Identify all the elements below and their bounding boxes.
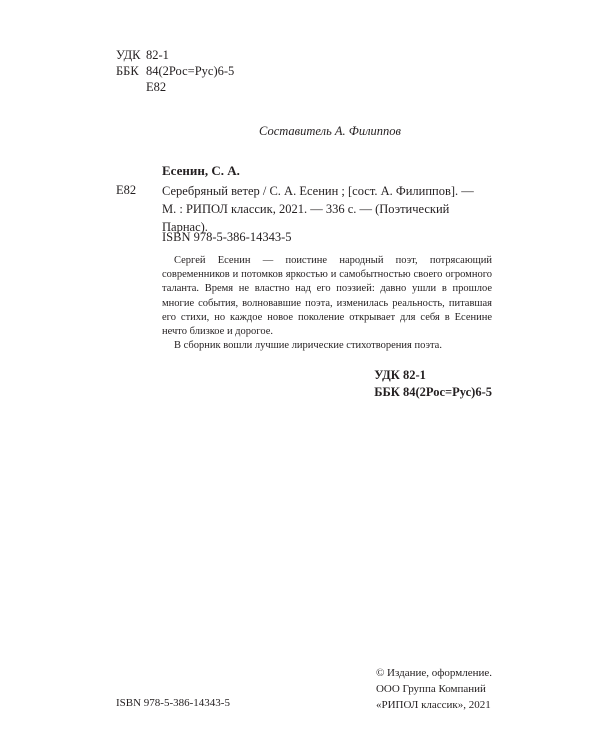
record-description (162, 182, 492, 236)
record-isbn: ISBN 978-5-386-14343-5 (162, 230, 292, 244)
annotation-paragraph-1: Сергей Есенин — поистине народный поэт, потрясающий современников и потомков яркостью и самобытностью своего огромного таланта. Время не властно над его поэзией: давно ушли в прошлое многие события, волновавшие поэта, изменилась реальность, питавшая его стихи, но каждое новое поколение открывает для себя в Есенине нечто близкое и дорогое. (162, 255, 492, 338)
annotation-paragraph-2: В сборник вошли лучшие лирические стихотворения поэта. (174, 340, 442, 352)
udk-row (116, 48, 169, 63)
classification-codes (374, 367, 492, 400)
record-author: Есенин, С. А. (162, 163, 240, 178)
copyright-block (376, 665, 492, 713)
copyright-line-1: © Издание, оформление. (375, 667, 492, 679)
compiler-line (0, 124, 600, 139)
udk-code: УДК 82-1 (374, 368, 426, 382)
record-description-line-1: Серебряный ветер / С. А. Есенин ; [сост. А. Филиппов]. — (162, 184, 474, 198)
bbk-label: ББК (116, 64, 139, 78)
author-mark-row (116, 80, 166, 95)
bbk-code: ББК 84(2Рос=Рус)6-5 (374, 384, 492, 399)
compiler-text: Составитель А. Филиппов (259, 124, 401, 138)
author-mark: Е82 (146, 80, 167, 94)
copyright-line-2: ООО Группа Компаний (375, 683, 486, 695)
bbk-row (116, 64, 234, 79)
udk-value: 82-1 (146, 48, 169, 62)
annotation (162, 254, 492, 353)
udk-label: УДК (116, 48, 141, 62)
bbk-value: 84(2Рос=Рус)6-5 (146, 64, 235, 78)
record-description-line-2: М. : РИПОЛ классик, 2021. — 336 с. — (Поэтический Парнас). (162, 202, 450, 234)
isbn-bottom: ISBN 978-5-386-14343-5 (116, 697, 230, 709)
copyright-line-3: «РИПОЛ классик», 2021 (375, 699, 491, 711)
record-code: Е82 (116, 183, 137, 197)
